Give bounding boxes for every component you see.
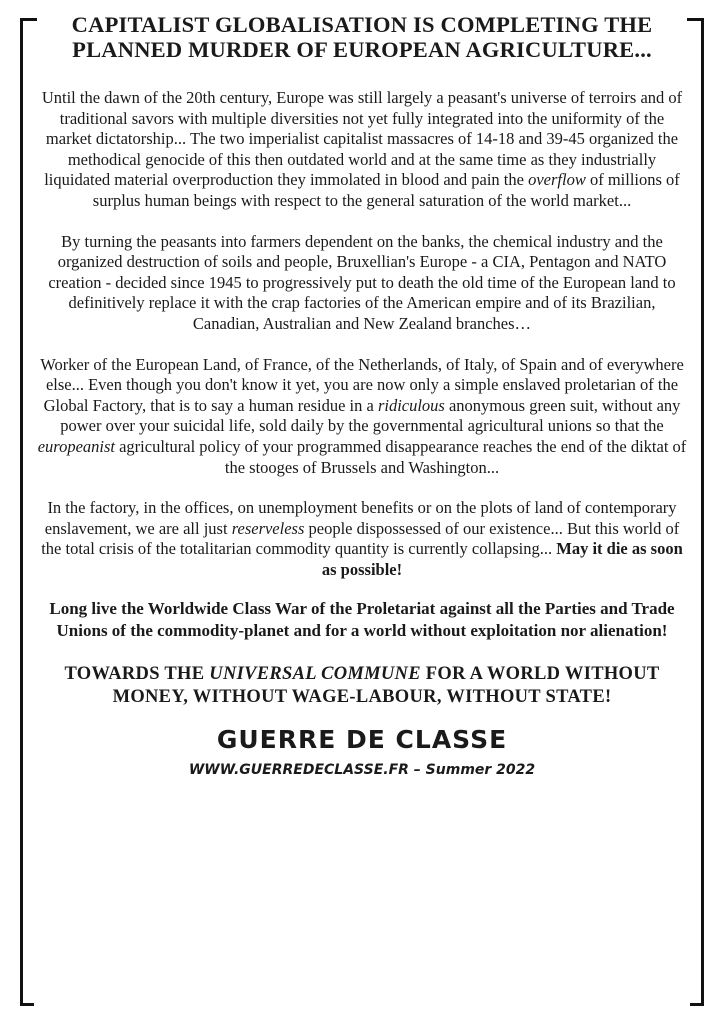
paragraph-4-text-a: In the factory, in the offices, on unemployment benefits or on the plots of land of contemporary enslavement, we are all just [44, 498, 677, 538]
paragraph-3-text-c: agricultural policy of your programmed disappearance reaches the end of the diktat of the stooges of Brussels and Washington... [114, 436, 687, 477]
paragraph-4-bold: May it die as soon as possible! [321, 539, 683, 579]
paragraph-1 [36, 88, 688, 212]
paragraph-1-text-b: of millions of surplus human beings with respect to the general saturation of the world market... [92, 170, 680, 210]
paragraph-3-emphasis-1: ridiculous [377, 395, 445, 415]
leaflet [36, 6, 688, 779]
slogan-emphasis: UNIVERSAL COMMUNE [209, 664, 421, 685]
paragraph-3-text-a: Worker of the European Land, of France, of the Netherlands, of Italy, of Spain and of everywhere else... Even though you don't know it yet, you are now only a simple enslaved proletarian of the Global Factory, that is to say a human residue in a [40, 354, 684, 415]
paragraph-5-bold: Long live the Worldwide Class War of the Proletariat against all the Parties and Trade Unions of the commodity-planet and for a world without exploitation nor alienation! [49, 599, 675, 641]
slogan-text-b: FOR A WORLD WITHOUT MONEY, WITHOUT WAGE-LABOUR, WITHOUT STATE! [112, 664, 660, 708]
paragraph-1-emphasis: overflow [528, 170, 586, 190]
slogan [36, 663, 688, 709]
headline: CAPITALIST GLOBALISATION IS COMPLETING THE PLANNED MURDER OF EUROPEAN AGRICULTURE... [71, 12, 653, 62]
paragraph-3 [36, 355, 688, 479]
paragraph-2: By turning the peasants into farmers dependent on the banks, the chemical industry and the organized destruction of soils and people, Bruxellian's Europe - a CIA, Pentagon and NATO creation - decided since 1945 to progressively put to death the old time of the European land to definitively replace it with the crap factories of the American empire and of its Brazilian, Canadian, Australian and New Zealand branches… [48, 231, 676, 333]
frame-corner-bottom-left [20, 18, 34, 1006]
slogan-text-a: TOWARDS THE [64, 664, 210, 685]
footer-website-date: WWW.GUERREDECLASSE.FR – Summer 2022 [188, 762, 536, 779]
frame-corner-bottom-right [690, 18, 704, 1006]
paragraph-3-text-b: anonymous green suit, without any power over your suicidal life, sold daily by the governmental agricultural unions so that the [60, 395, 681, 436]
paragraph-3-emphasis-2: europeanist [37, 436, 115, 456]
paragraph-4-emphasis: reserveless [231, 518, 305, 538]
brand-name: GUERRE DE CLASSE [216, 725, 508, 755]
paragraph-4-text-b: people dispossessed of our existence... But this world of the total crisis of the totalitarian commodity quantity is currently collapsing... [41, 518, 680, 559]
paragraph-4 [36, 498, 688, 580]
paragraph-1-text-a: Until the dawn of the 20th century, Europe was still largely a peasant's universe of terroirs and of traditional savors with multiple diversities not yet fully integrated into the uniformity of the market dictatorship... The two imperialist capitalist massacres of 14-18 and 39-45 organized the methodical genocide of this then outdated world and at the same time as they industrially liquidated material overproduction they immolated in blood and pain the [41, 88, 683, 190]
